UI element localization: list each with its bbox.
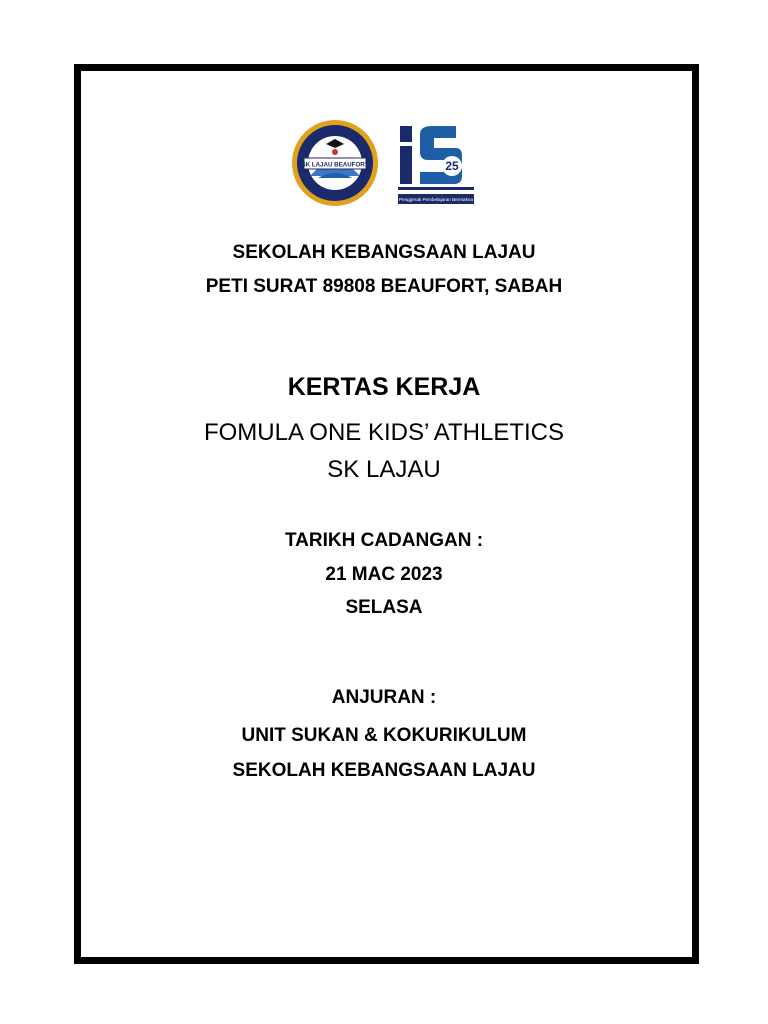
proposal-date-label: TARIKH CADANGAN : (284, 530, 484, 551)
logo-row (290, 118, 480, 208)
document-subtitle-event: FOMULA ONE KIDS’ ATHLETICS (203, 419, 565, 446)
school-name-heading: SEKOLAH KEBANGSAAN LAJAU (232, 242, 536, 263)
school-address: PETI SURAT 89808 BEAUFORT, SABAH (205, 276, 563, 297)
organizer-label: ANJURAN : (331, 687, 437, 708)
organizer-school: SEKOLAH KEBANGSAAN LAJAU (232, 760, 536, 781)
document-title: KERTAS KERJA (287, 373, 481, 401)
proposal-date: 21 MAC 2023 (325, 564, 443, 585)
proposal-day: SELASA (345, 597, 423, 618)
document-subtitle-school: SK LAJAU (327, 456, 441, 483)
school-crest-logo (290, 118, 380, 208)
ts25-logo (396, 124, 476, 206)
school-logo-text: SK LAJAU BEAUFORT (301, 161, 369, 169)
ts-logo-number: 25 (445, 159, 459, 173)
organizer-unit: UNIT SUKAN & KOKURIKULUM (241, 725, 527, 746)
ts-logo-caption: Penggerak Pembelajaran Bermakna (398, 197, 474, 202)
